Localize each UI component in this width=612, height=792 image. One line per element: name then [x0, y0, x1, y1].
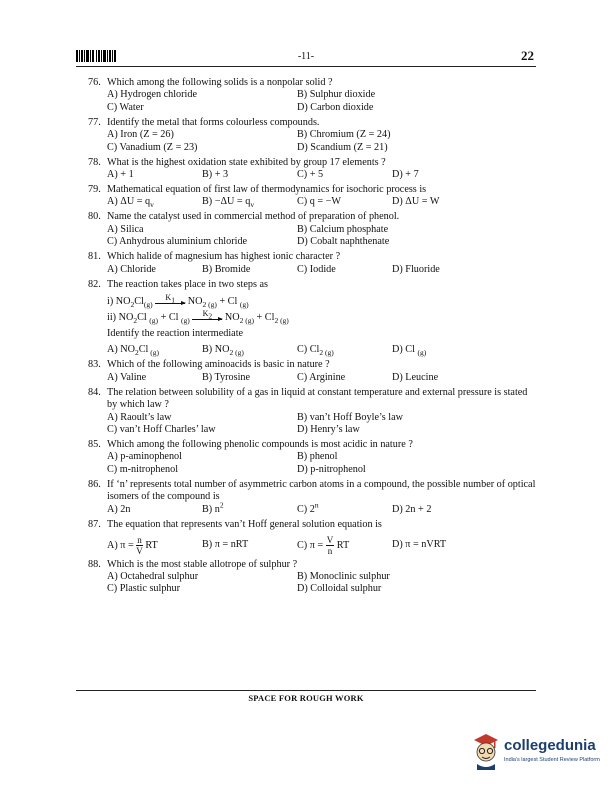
question-number: 87.: [88, 518, 101, 530]
brand-name: collegedunia: [504, 737, 596, 754]
question-instruction: Identify the reaction intermediate: [107, 327, 244, 339]
option-c: C) π = $\frac{V}{n}$ RT: [297, 534, 350, 556]
option-a: A) Iron (Z = 26): [107, 129, 174, 141]
option-b: B) Sulphur dioxide: [297, 89, 376, 101]
question-87: [88, 519, 538, 556]
option-a: A) $\Delta U = q_v$: [107, 196, 154, 210]
booklet-version: 22: [521, 48, 534, 63]
reaction-arrow: $K_1$: [155, 296, 185, 308]
option-a: A) Chloride: [107, 263, 156, 275]
question-text: Identify the metal that forms colourless compounds.: [107, 116, 320, 128]
option-a: A) Silica: [107, 223, 144, 235]
question-number: 80.: [88, 211, 101, 223]
question-number: 88.: [88, 558, 101, 570]
option-b: B) $NO_{2 (g)}$: [202, 344, 244, 358]
rough-work-label: SPACE FOR ROUGH WORK: [248, 693, 364, 703]
question-text: Name the catalyst used in commercial method of preparation of phenol.: [107, 211, 400, 223]
question-number: 78.: [88, 156, 101, 168]
option-c: C) m-nitrophenol: [107, 463, 179, 475]
option-b: B) van’t Hoff Boyle’s law: [297, 411, 404, 423]
option-d: D) p-nitrophenol: [297, 463, 366, 475]
question-86: [88, 479, 538, 516]
question-text: Which halide of magnesium has highest ionic character ?: [107, 251, 341, 263]
brand-tagline: India's largest Student Review Platform: [504, 757, 600, 763]
reaction-step-2: ii) $NO_2Cl$ $_{(g)}$ + Cl $_{(g)}$ $K_2$ $NO_{2 (g)} + Cl_{2 (g)}$: [107, 309, 289, 326]
question-number: 82.: [88, 278, 101, 290]
option-b: B) Bromide: [202, 263, 251, 275]
question-text: The reaction takes place in two steps as: [107, 278, 268, 290]
option-a: A) Octahedral sulphur: [107, 570, 199, 582]
question-79: [88, 184, 538, 209]
question-83: [88, 359, 538, 384]
question-84: [88, 387, 538, 437]
option-c: C) Vanadium (Z = 23): [107, 141, 198, 153]
option-c: C) q = −W: [297, 196, 342, 208]
option-d: D) π = nVRT: [392, 539, 447, 551]
question-82: [88, 279, 538, 357]
question-text: Which of the following aminoacids is basic in nature ?: [107, 359, 330, 371]
option-c: C) Arginine: [297, 371, 346, 383]
question-number: 85.: [88, 438, 101, 450]
option-a: A) Raoult’s law: [107, 411, 172, 423]
option-b: B) Monoclinic sulphur: [297, 570, 390, 582]
option-d: D) Cobalt naphthenate: [297, 236, 390, 248]
option-b: B) $n^2$: [202, 500, 224, 515]
option-b: B) Calcium phosphate: [297, 223, 389, 235]
option-d: D) Colloidal sulphur: [297, 583, 382, 595]
question-text: If ‘n’ represents total number of asymmetric carbon atoms in a compound, the possible number of optical isomers of the compound is: [107, 478, 536, 503]
option-d: D) 2n + 2: [392, 503, 432, 515]
option-d: D) + 7: [392, 169, 419, 181]
question-81: [88, 251, 538, 276]
option-a: A) π = $\frac{n}{V}$ RT: [107, 534, 158, 556]
option-d: D) Cl $_{(g)}$: [392, 344, 427, 358]
option-d: D) Henry’s law: [297, 423, 360, 435]
option-b: B) π = nRT: [202, 539, 249, 551]
question-76: [88, 77, 538, 114]
graduate-mascot-icon: [470, 730, 502, 770]
question-88: [88, 559, 538, 596]
option-d: D) ΔU = W: [392, 196, 440, 208]
option-a: A) Valine: [107, 371, 147, 383]
option-c: C) van’t Hoff Charles’ law: [107, 423, 216, 435]
option-c: C) $Cl_{2 (g)}$: [297, 344, 334, 358]
question-text: Which among the following phenolic compounds is most acidic in nature ?: [107, 438, 413, 450]
option-d: D) Leucine: [392, 371, 439, 383]
option-d: D) Fluoride: [392, 263, 440, 275]
question-text: What is the highest oxidation state exhibited by group 17 elements ?: [107, 156, 386, 168]
question-85: [88, 439, 538, 476]
question-number: 86.: [88, 478, 101, 490]
option-c: C) Water: [107, 101, 144, 113]
option-b: B) Tyrosine: [202, 371, 251, 383]
question-number: 81.: [88, 251, 101, 263]
option-b: B) + 3: [202, 169, 229, 181]
option-b: B) phenol: [297, 451, 338, 463]
question-text: The equation that represents van’t Hoff general solution equation is: [107, 518, 382, 530]
option-d: D) Scandium (Z = 21): [297, 141, 388, 153]
reaction-step-1: i) $NO_2Cl_{(g)}$ $K_1$ $NO_{2 (g)} + Cl$ $_{(g)}$: [107, 293, 249, 310]
option-b: $B) -\Delta U = q_v$: [202, 196, 255, 210]
option-d: D) Carbon dioxide: [297, 101, 374, 113]
option-a: A) $NO_2Cl$ $_{(g)}$: [107, 344, 160, 358]
option-c: C) + 5: [297, 169, 324, 181]
question-text: The relation between solubility of a gas in liquid at constant temperature and external pressure is stated by which law ?: [107, 386, 528, 411]
question-list: [88, 77, 538, 598]
option-c: C) Plastic sulphur: [107, 583, 181, 595]
question-number: 79.: [88, 184, 101, 196]
top-divider: [76, 66, 536, 67]
option-c: C) 2$^n$: [297, 500, 319, 515]
question-number: 84.: [88, 386, 101, 398]
option-c: C) Iodide: [297, 263, 336, 275]
option-a: A) p-aminophenol: [107, 451, 182, 463]
option-b: B) Chromium (Z = 24): [297, 129, 391, 141]
question-text: Which is the most stable allotrope of sulphur ?: [107, 558, 298, 570]
option-c: C) Anhydrous aluminium chloride: [107, 236, 248, 248]
question-number: 77.: [88, 116, 101, 128]
question-text: Which among the following solids is a nonpolar solid ?: [107, 77, 333, 88]
question-text: Mathematical equation of first law of thermodynamics for isochoric process is: [107, 184, 427, 196]
question-number: 76.: [88, 77, 101, 88]
question-number: 83.: [88, 359, 101, 371]
reaction-arrow: $K_2$: [192, 312, 222, 324]
bottom-divider: [76, 690, 536, 691]
option-a: A) Hydrogen chloride: [107, 89, 197, 101]
page-number: -11-: [297, 51, 315, 62]
question-80: [88, 211, 538, 248]
question-77: [88, 117, 538, 154]
collegedunia-logo: [470, 730, 600, 774]
option-a: A) 2n: [107, 503, 131, 515]
option-a: A) + 1: [107, 169, 134, 181]
question-78: [88, 157, 538, 182]
